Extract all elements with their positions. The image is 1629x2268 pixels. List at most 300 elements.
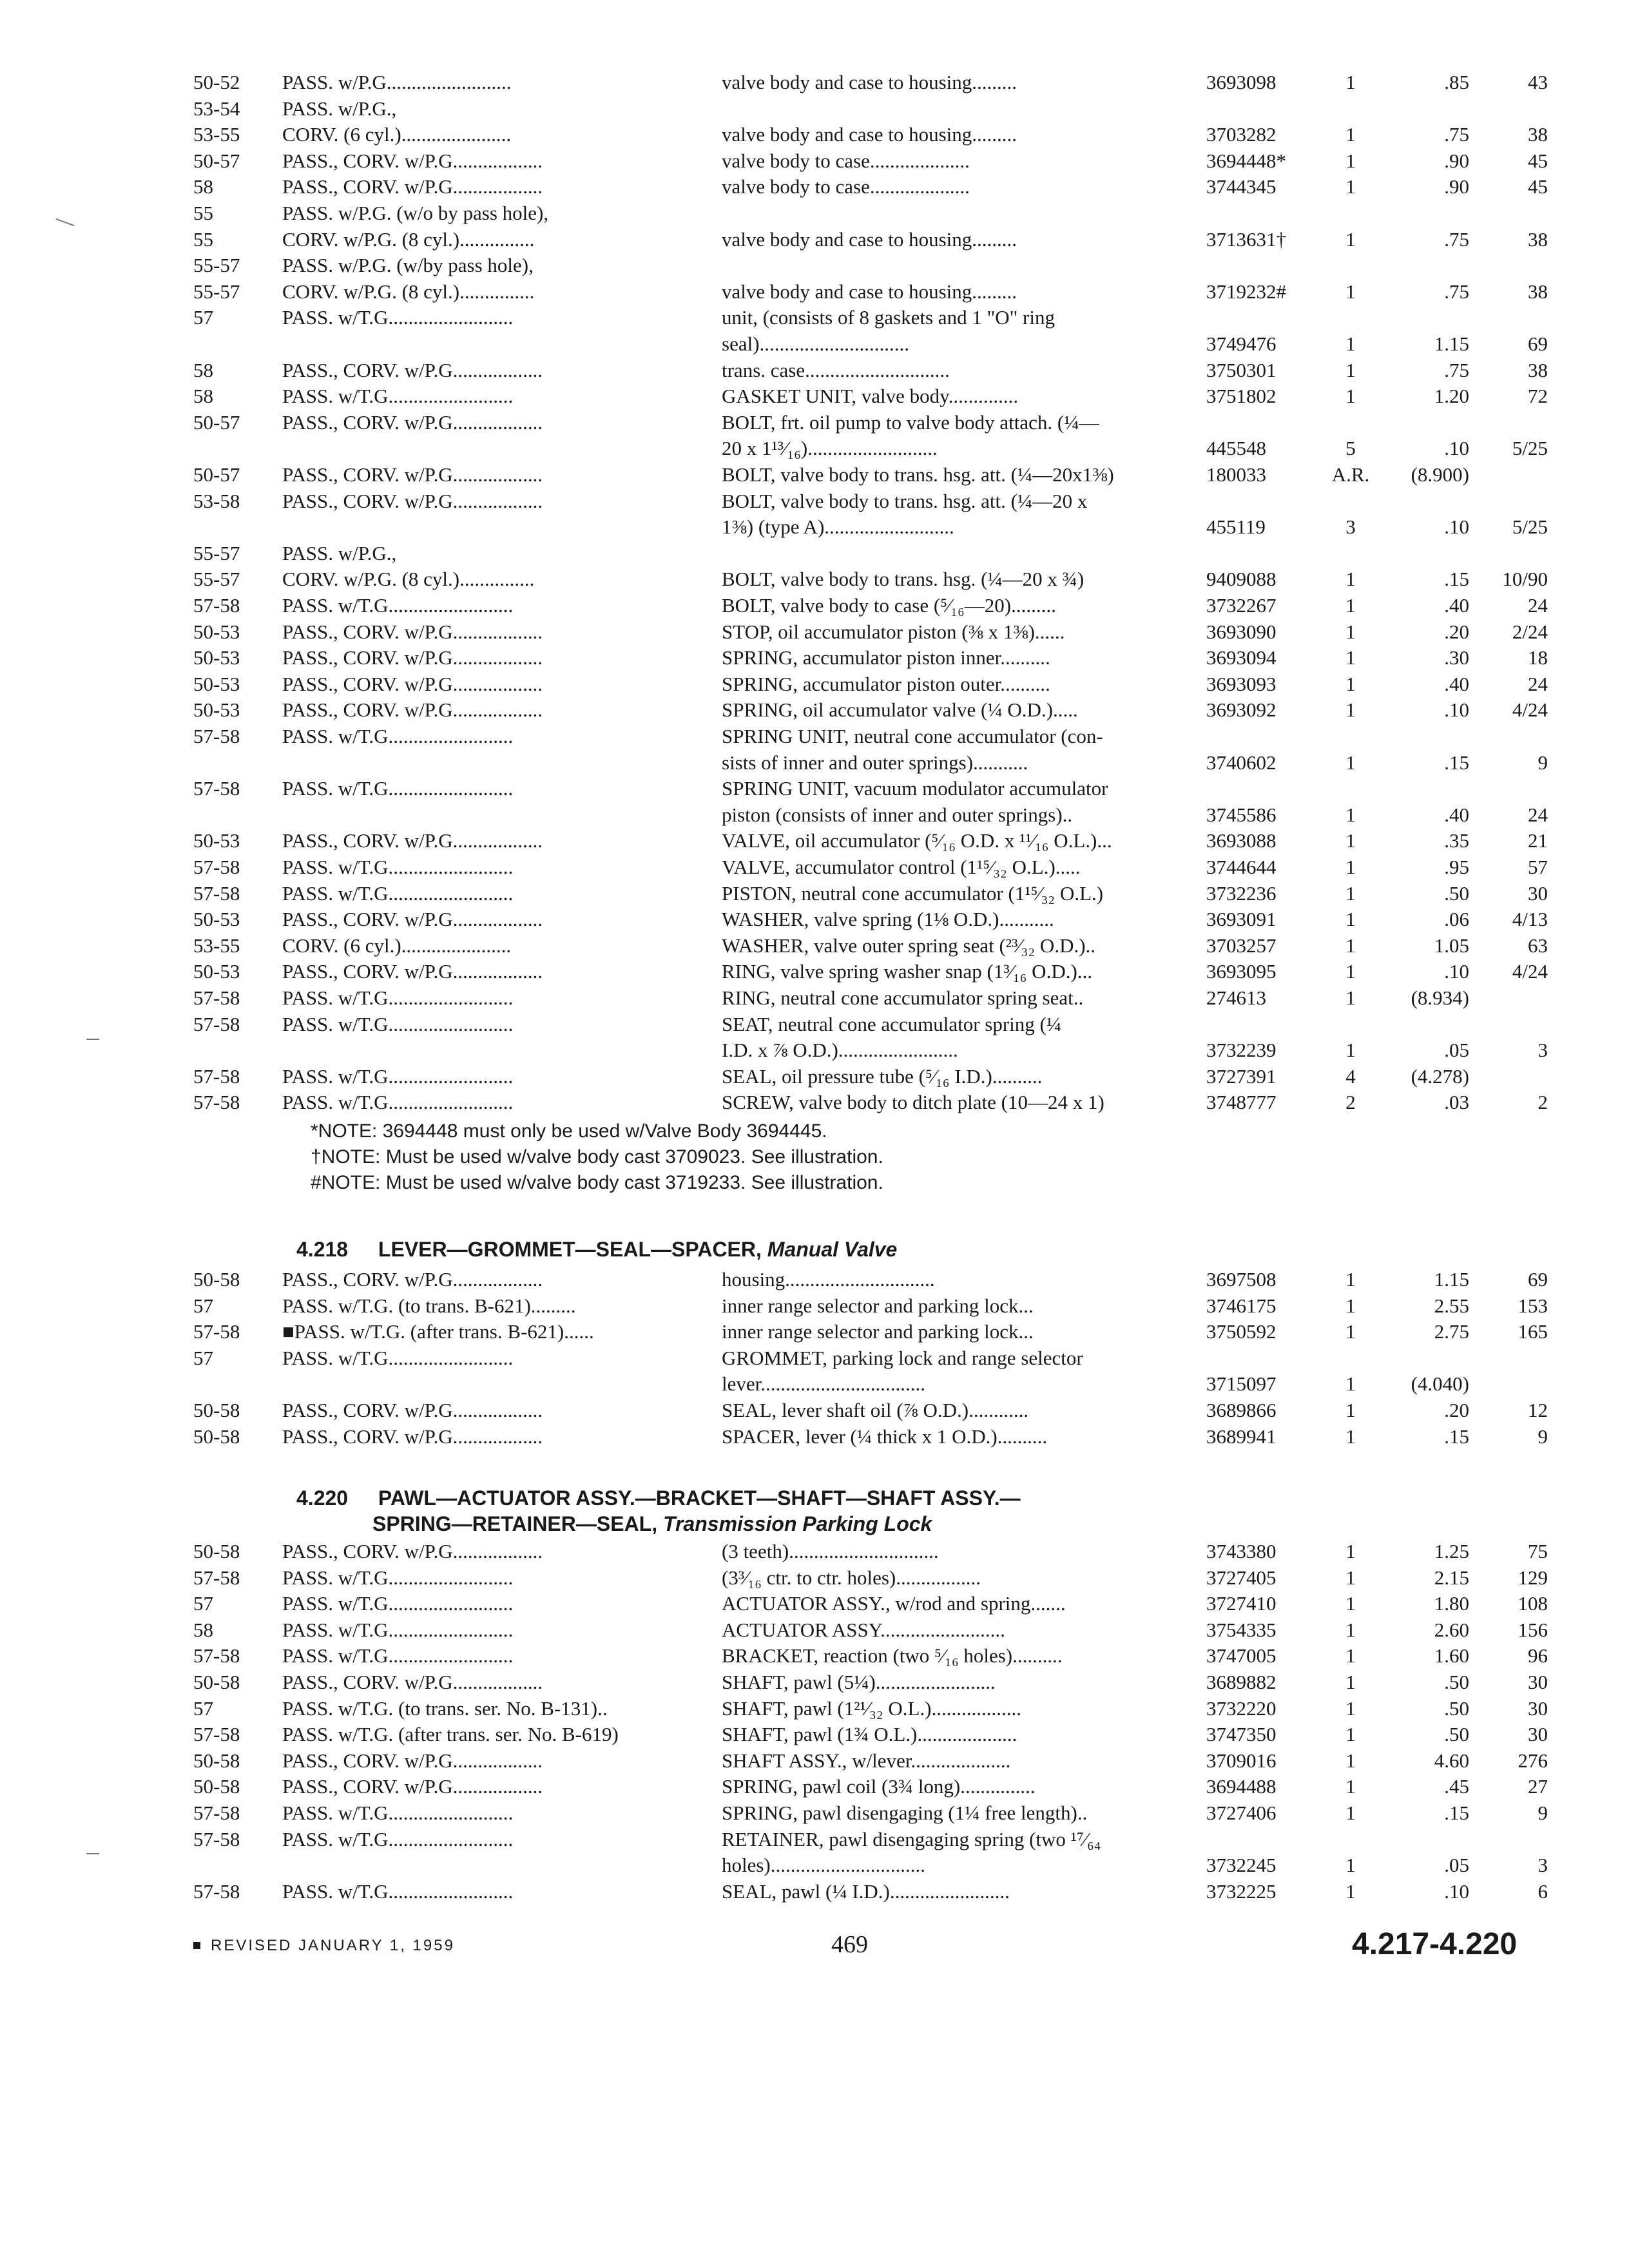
description: SEAL, lever shaft oil (⅞ O.D.)............: [722, 1399, 1029, 1421]
part-number: 3693088: [1206, 829, 1277, 852]
group-price: 45: [1528, 175, 1548, 198]
group-price: 18: [1528, 646, 1548, 669]
table-row: [0, 200, 1629, 229]
year-range: 57-58: [193, 986, 240, 1009]
table-row: [0, 1879, 1629, 1907]
group-price: 9: [1537, 751, 1548, 774]
part-number: 3732239: [1206, 1039, 1277, 1062]
part-number: 3732236: [1206, 881, 1277, 905]
application: PASS. w/T.G.........................: [282, 594, 514, 617]
group-price: 2: [1537, 1091, 1548, 1114]
group-price: 63: [1528, 934, 1548, 957]
year-range: 55: [193, 202, 213, 224]
application: PASS., CORV. w/P.G..................: [282, 1268, 543, 1291]
application: PASS., CORV. w/P.G..................: [282, 1749, 543, 1772]
group-price: 38: [1528, 280, 1548, 303]
footnote: †NOTE: Must be used w/valve body cast 3709023. See illustration.: [311, 1146, 883, 1168]
year-range: 53-55: [193, 934, 240, 957]
group-price: 4/24: [1512, 960, 1548, 983]
year-range: 57-58: [193, 1064, 240, 1088]
description: holes)...............................: [722, 1854, 926, 1877]
revised-date: REVISED JANUARY 1, 1959: [193, 1937, 455, 1955]
description: 20 x 1¹³⁄₁₆)..........................: [722, 437, 938, 460]
group-price: 6: [1537, 1879, 1548, 1903]
table-row: [0, 645, 1629, 673]
quantity: 1: [1345, 358, 1356, 381]
application: PASS., CORV. w/P.G..................: [282, 829, 543, 852]
application: PASS., CORV. w/P.G..................: [282, 1775, 543, 1798]
year-range: 57-58: [193, 1566, 240, 1589]
description: valve body to case....................: [722, 149, 970, 172]
list-price: .20: [1444, 1399, 1469, 1421]
application: PASS., CORV. w/P.G..................: [282, 489, 543, 512]
description: SPRING UNIT, vacuum modulator accumulator: [722, 777, 1108, 800]
list-price: .10: [1444, 515, 1469, 539]
table-row: [0, 1669, 1629, 1698]
application: PASS., CORV. w/P.G..................: [282, 672, 543, 695]
quantity: 1: [1345, 960, 1356, 983]
group-price: 10/90: [1502, 568, 1548, 591]
list-price: .30: [1444, 646, 1469, 669]
part-number: 3727410: [1206, 1592, 1277, 1615]
part-number: 3751802: [1206, 385, 1277, 408]
quantity: 5: [1345, 437, 1356, 460]
quantity: 1: [1345, 175, 1356, 198]
part-number: 3693098: [1206, 71, 1277, 93]
part-number: 3703282: [1206, 123, 1277, 146]
year-range: 53-55: [193, 123, 240, 146]
description: (3³⁄₁₆ ctr. to ctr. holes).................: [722, 1566, 981, 1589]
table-row: [0, 1090, 1629, 1118]
table-row: [0, 907, 1629, 935]
table-row: [0, 593, 1629, 621]
quantity: 1: [1345, 1294, 1356, 1317]
group-price: 165: [1518, 1320, 1548, 1343]
group-price: 3: [1537, 1039, 1548, 1062]
year-range: 57-58: [193, 1723, 240, 1746]
quantity: A.R.: [1331, 463, 1370, 486]
table-row: [0, 933, 1629, 961]
year-range: 55-57: [193, 280, 240, 303]
application: PASS. w/T.G. (to trans. B-621).........: [282, 1294, 576, 1317]
section-header-4-220: [296, 1485, 1021, 1513]
year-range: 50-53: [193, 829, 240, 852]
part-number: 3693090: [1206, 620, 1277, 643]
quantity: 1: [1345, 1723, 1356, 1746]
part-number: 3703257: [1206, 934, 1277, 957]
part-number: 274613: [1206, 986, 1266, 1009]
list-price: 1.80: [1434, 1592, 1469, 1615]
list-price: (8.934): [1411, 986, 1469, 1009]
list-price: .40: [1444, 672, 1469, 695]
application: PASS., CORV. w/P.G..................: [282, 698, 543, 722]
application: PASS. w/P.G. (w/by pass hole),: [282, 254, 534, 277]
margin-mark: [86, 1039, 99, 1040]
application: CORV. (6 cyl.)......................: [282, 123, 512, 146]
year-range: 50-58: [193, 1425, 240, 1448]
table-row: [0, 383, 1629, 412]
application: PASS. w/T.G.........................: [282, 1064, 514, 1088]
list-price: 1.20: [1434, 385, 1469, 408]
quantity: 1: [1345, 881, 1356, 905]
list-price: .50: [1444, 881, 1469, 905]
application: PASS., CORV. w/P.G..................: [282, 358, 543, 381]
quantity: 1: [1345, 1320, 1356, 1343]
group-price: 30: [1528, 881, 1548, 905]
list-price: .90: [1444, 149, 1469, 172]
year-range: 50-53: [193, 620, 240, 643]
table-row: [0, 1696, 1629, 1724]
description: SHAFT, pawl (1¾ O.L.)....................: [722, 1723, 1017, 1746]
description: valve body and case to housing.........: [722, 71, 1017, 93]
application: PASS. w/T.G. (after trans. ser. No. B-619): [282, 1723, 619, 1746]
description: seal)..............................: [722, 332, 910, 355]
list-price: 1.60: [1434, 1644, 1469, 1667]
quantity: 1: [1345, 1425, 1356, 1448]
quantity: 1: [1345, 829, 1356, 852]
application: PASS., CORV. w/P.G..................: [282, 1425, 543, 1448]
description: GROMMET, parking lock and range selector: [722, 1346, 1083, 1369]
table-row: [0, 959, 1629, 987]
application: PASS. w/T.G.........................: [282, 1879, 514, 1903]
application: PASS. w/T.G.........................: [282, 1802, 514, 1824]
year-range: 55-57: [193, 568, 240, 591]
part-number: 3740602: [1206, 751, 1277, 774]
part-number: 3732267: [1206, 594, 1277, 617]
year-range: 50-58: [193, 1540, 240, 1562]
group-price: 45: [1528, 149, 1548, 172]
list-price: .50: [1444, 1723, 1469, 1746]
application: PASS., CORV. w/P.G..................: [282, 1671, 543, 1693]
table-row: [0, 122, 1629, 150]
year-range: 57: [193, 1592, 213, 1615]
year-range: 57-58: [193, 1802, 240, 1824]
section-title: PAWL—ACTUATOR ASSY.—BRACKET—SHAFT—SHAFT ASSY.—: [378, 1486, 1021, 1510]
quantity: 1: [1345, 568, 1356, 591]
table-row: [0, 985, 1629, 1014]
list-price: .35: [1444, 829, 1469, 852]
year-range: 53-58: [193, 489, 240, 512]
part-number: 3709016: [1206, 1749, 1277, 1772]
description: SPRING, oil accumulator valve (¼ O.D.).....: [722, 698, 1078, 722]
part-number: 3727391: [1206, 1064, 1277, 1088]
application: PASS. w/T.G.........................: [282, 1618, 514, 1641]
list-price: .50: [1444, 1696, 1469, 1720]
description: WASHER, valve spring (1⅛ O.D.)...........: [722, 908, 1054, 931]
section-range: 4.217-4.220: [1352, 1927, 1518, 1961]
part-number: 445548: [1206, 437, 1266, 460]
table-row: [0, 671, 1629, 700]
group-price: 5/25: [1512, 515, 1548, 539]
year-range: 55: [193, 227, 213, 251]
list-price: 2.75: [1434, 1320, 1469, 1343]
list-price: 4.60: [1434, 1749, 1469, 1772]
table-row: [0, 1591, 1629, 1619]
list-price: .75: [1444, 227, 1469, 251]
year-range: 55-57: [193, 254, 240, 277]
table-row: [0, 1345, 1629, 1374]
table-row: [0, 881, 1629, 909]
table-row: [0, 566, 1629, 595]
description: sists of inner and outer springs)...........: [722, 751, 1028, 774]
year-range: 50-57: [193, 149, 240, 172]
list-price: .15: [1444, 1425, 1469, 1448]
part-number: 3694448*: [1206, 149, 1286, 172]
list-price: .15: [1444, 568, 1469, 591]
part-number: 3743380: [1206, 1540, 1277, 1562]
application: CORV. w/P.G. (8 cyl.)...............: [282, 568, 535, 591]
list-price: 2.60: [1434, 1618, 1469, 1641]
application: PASS. w/T.G. (to trans. ser. No. B-131)..: [282, 1696, 608, 1720]
quantity: 1: [1345, 123, 1356, 146]
year-range: 50-53: [193, 960, 240, 983]
list-price: (8.900): [1411, 463, 1469, 486]
group-price: 75: [1528, 1540, 1548, 1562]
part-number: 3750301: [1206, 358, 1277, 381]
table-row: [0, 70, 1629, 98]
quantity: 1: [1345, 1592, 1356, 1615]
quantity: 1: [1345, 149, 1356, 172]
table-row: [0, 750, 1629, 778]
part-number: 3747350: [1206, 1723, 1277, 1746]
quantity: 1: [1345, 620, 1356, 643]
table-row: [0, 1319, 1629, 1347]
group-price: 3: [1537, 1854, 1548, 1877]
description: SPRING, accumulator piston outer..........: [722, 672, 1050, 695]
list-price: .03: [1444, 1091, 1469, 1114]
group-price: 129: [1518, 1566, 1548, 1589]
group-price: 24: [1528, 672, 1548, 695]
year-range: 58: [193, 358, 213, 381]
application: ■PASS. w/T.G. (after trans. B-621)......: [282, 1320, 594, 1343]
description: SPRING, pawl disengaging (1¼ free length)..: [722, 1802, 1088, 1824]
year-range: 58: [193, 385, 213, 408]
description: SHAFT, pawl (5¼)........................: [722, 1671, 996, 1693]
part-number: 3689941: [1206, 1425, 1277, 1448]
description: BOLT, valve body to trans. hsg. att. (¼—20 x: [722, 489, 1088, 512]
table-row: [0, 174, 1629, 202]
application: PASS. w/T.G.........................: [282, 306, 514, 329]
group-price: 57: [1528, 856, 1548, 878]
table-row: [0, 1064, 1629, 1092]
description: WASHER, valve outer spring seat (²³⁄₃₂ O.D.)..: [722, 934, 1096, 957]
year-range: 57-58: [193, 1827, 240, 1850]
application: PASS., CORV. w/P.G..................: [282, 1540, 543, 1562]
description: (3 teeth)..............................: [722, 1540, 939, 1562]
quantity: 1: [1345, 1854, 1356, 1877]
quantity: 1: [1345, 1618, 1356, 1641]
application: PASS. w/T.G.........................: [282, 986, 514, 1009]
description: housing..............................: [722, 1268, 935, 1291]
list-price: .10: [1444, 437, 1469, 460]
list-price: .10: [1444, 698, 1469, 722]
quantity: 1: [1345, 1671, 1356, 1693]
application: PASS., CORV. w/P.G..................: [282, 646, 543, 669]
description: inner range selector and parking lock...: [722, 1294, 1034, 1317]
year-range: 57-58: [193, 1320, 240, 1343]
quantity: 1: [1345, 385, 1356, 408]
part-number: 455119: [1206, 515, 1266, 539]
year-range: 50-58: [193, 1399, 240, 1421]
year-range: 50-53: [193, 908, 240, 931]
list-price: .95: [1444, 856, 1469, 878]
part-number: 3745586: [1206, 803, 1277, 826]
group-price: 4/13: [1512, 908, 1548, 931]
table-row: [0, 1722, 1629, 1750]
list-price: .75: [1444, 123, 1469, 146]
application: PASS., CORV. w/P.G..................: [282, 175, 543, 198]
section-number: 4.220: [296, 1486, 349, 1510]
application: PASS., CORV. w/P.G..................: [282, 1399, 543, 1421]
group-price: 9: [1537, 1425, 1548, 1448]
quantity: 1: [1345, 698, 1356, 722]
year-range: 57: [193, 1346, 213, 1369]
year-range: 50-57: [193, 410, 240, 434]
description: lever.................................: [722, 1372, 925, 1396]
year-range: 50-58: [193, 1749, 240, 1772]
group-price: 276: [1518, 1749, 1548, 1772]
quantity: 1: [1345, 71, 1356, 93]
application: PASS. w/T.G.........................: [282, 777, 514, 800]
description: BOLT, valve body to trans. hsg. att. (¼—20x1⅜): [722, 463, 1114, 486]
list-price: .06: [1444, 908, 1469, 931]
table-row: [0, 279, 1629, 307]
quantity: 1: [1345, 1879, 1356, 1903]
part-number: 3750592: [1206, 1320, 1277, 1343]
footnote: #NOTE: Must be used w/valve body cast 3719233. See illustration.: [311, 1172, 883, 1193]
group-price: 30: [1528, 1723, 1548, 1746]
quantity: 1: [1345, 1399, 1356, 1421]
section-title: LEVER—GROMMET—SEAL—SPACER,: [378, 1238, 762, 1261]
quantity: 4: [1345, 1064, 1356, 1088]
quantity: 1: [1345, 646, 1356, 669]
list-price: .05: [1444, 1854, 1469, 1877]
description: SPRING, accumulator piston inner..........: [722, 646, 1050, 669]
part-number: 3693094: [1206, 646, 1277, 669]
list-price: 2.55: [1434, 1294, 1469, 1317]
year-range: 57-58: [193, 725, 240, 747]
quantity: 1: [1345, 672, 1356, 695]
quantity: 1: [1345, 1268, 1356, 1291]
part-number: 3693093: [1206, 672, 1277, 695]
list-price: .90: [1444, 175, 1469, 198]
description: RING, neutral cone accumulator spring seat..: [722, 986, 1084, 1009]
year-range: 58: [193, 1618, 213, 1641]
application: PASS. w/T.G.........................: [282, 1592, 514, 1615]
list-price: .40: [1444, 594, 1469, 617]
part-number: 3744644: [1206, 856, 1277, 878]
group-price: 72: [1528, 385, 1548, 408]
table-row: [0, 854, 1629, 883]
table-row: [0, 1424, 1629, 1452]
table-row: [0, 253, 1629, 281]
description: STOP, oil accumulator piston (⅜ x 1⅜)......: [722, 620, 1065, 643]
year-range: 57: [193, 306, 213, 329]
application: PASS. w/T.G.........................: [282, 1827, 514, 1850]
table-row: [0, 1748, 1629, 1776]
part-number: 3694488: [1206, 1775, 1277, 1798]
quantity: 1: [1345, 1696, 1356, 1720]
group-price: 9: [1537, 1802, 1548, 1824]
group-price: 12: [1528, 1399, 1548, 1421]
description: valve body and case to housing.........: [722, 227, 1017, 251]
group-price: 24: [1528, 594, 1548, 617]
quantity: 1: [1345, 1644, 1356, 1667]
application: PASS. w/T.G.........................: [282, 1012, 514, 1035]
group-price: 2/24: [1512, 620, 1548, 643]
group-price: 69: [1528, 332, 1548, 355]
page-number: 469: [831, 1931, 868, 1958]
year-range: 57-58: [193, 856, 240, 878]
application: PASS. w/T.G.........................: [282, 385, 514, 408]
year-range: 58: [193, 175, 213, 198]
year-range: 57-58: [193, 1644, 240, 1667]
application: PASS. w/P.G. (w/o by pass hole),: [282, 202, 549, 224]
year-range: 57: [193, 1696, 213, 1720]
list-price: 1.05: [1434, 934, 1469, 957]
table-row: [0, 724, 1629, 752]
table-row: [0, 227, 1629, 255]
group-price: 27: [1528, 1775, 1548, 1798]
group-price: 38: [1528, 227, 1548, 251]
quantity: 1: [1345, 1749, 1356, 1772]
table-row: [0, 331, 1629, 360]
group-price: 21: [1528, 829, 1548, 852]
group-price: 38: [1528, 123, 1548, 146]
quantity: 1: [1345, 1039, 1356, 1062]
table-row: [0, 1012, 1629, 1040]
description: SEAT, neutral cone accumulator spring (¼: [722, 1012, 1062, 1035]
group-price: 43: [1528, 71, 1548, 93]
application: PASS. w/P.G.,: [282, 541, 397, 564]
list-price: .75: [1444, 358, 1469, 381]
table-row: [0, 1037, 1629, 1066]
quantity: 1: [1345, 1775, 1356, 1798]
year-range: 57: [193, 1294, 213, 1317]
section-header-4-218: [296, 1236, 897, 1264]
application: PASS., CORV. w/P.G..................: [282, 620, 543, 643]
year-range: 53-54: [193, 97, 240, 120]
quantity: 1: [1345, 1372, 1356, 1396]
description: SEAL, pawl (¼ I.D.)........................: [722, 1879, 1010, 1903]
section-number: 4.218: [296, 1238, 349, 1261]
table-row: [0, 148, 1629, 177]
table-row: [0, 776, 1629, 804]
group-price: 96: [1528, 1644, 1548, 1667]
description: SHAFT ASSY., w/lever....................: [722, 1749, 1011, 1772]
table-row: [0, 462, 1629, 490]
description: GASKET UNIT, valve body..............: [722, 385, 1019, 408]
table-row: [0, 436, 1629, 464]
list-price: .05: [1444, 1039, 1469, 1062]
description: SHAFT, pawl (1²¹⁄₃₂ O.L.)..................: [722, 1696, 1021, 1720]
list-price: .45: [1444, 1775, 1469, 1798]
part-number: 3727405: [1206, 1566, 1277, 1589]
year-range: 57-58: [193, 881, 240, 905]
quantity: 3: [1345, 515, 1356, 539]
quantity: 1: [1345, 751, 1356, 774]
list-price: (4.040): [1411, 1372, 1469, 1396]
part-number: 3732225: [1206, 1879, 1277, 1903]
list-price: .40: [1444, 803, 1469, 826]
application: PASS. w/T.G.........................: [282, 856, 514, 878]
description: BOLT, frt. oil pump to valve body attach. (¼—: [722, 410, 1099, 434]
description: VALVE, oil accumulator (⁵⁄₁₆ O.D. x ¹¹⁄₁₆ O.L.)...: [722, 829, 1112, 852]
group-price: 5/25: [1512, 437, 1548, 460]
table-row: [0, 1565, 1629, 1593]
footnote: *NOTE: 3694448 must only be used w/Valve Body 3694445.: [311, 1120, 827, 1142]
year-range: 55-57: [193, 541, 240, 564]
